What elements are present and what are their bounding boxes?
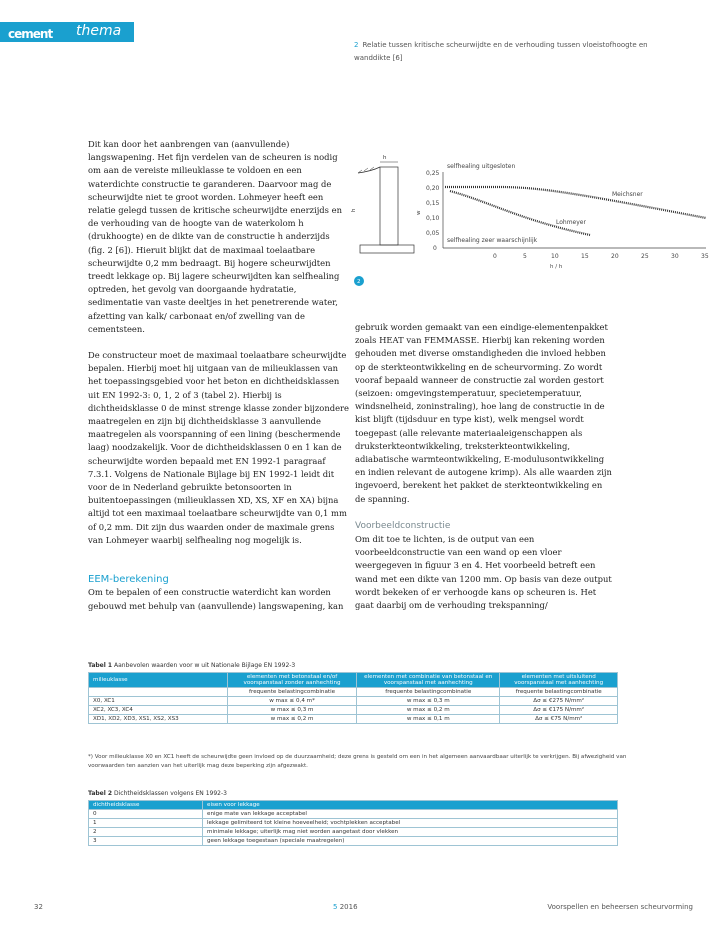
table1-cell: XD1, XD2, XD3, XS1, XS2, XS3 [89, 715, 228, 724]
table1-subheader-row [89, 688, 618, 697]
table1-cell: Δσ ≤ €175 N/mm² [500, 706, 618, 715]
table1-cell: w max ≤ 0,3 m [228, 706, 357, 715]
table-row [89, 706, 618, 715]
table1-note: *) Voor milieuklasse X0 en XC1 heeft de scheurwijdte geen invloed op de duurzaamheid; deze grens is gesteld om een in het algemeen aanvaardbaar uiterlijk te verkrijgen. Bij afwezigheid van voorwaarden ten aanzien van het uiterlijk mag deze beperking zijn afgezwakt. [88, 754, 627, 769]
table1-cell: w max ≤ 0,3 m [357, 697, 500, 706]
figure-caption [354, 39, 654, 65]
table1-label: Tabel 1 [88, 662, 113, 669]
figure-number: 2 [354, 41, 359, 49]
x-tick: 25 [641, 253, 649, 260]
y-tick: 0,25 [426, 170, 440, 177]
footer-title: Voorspellen en beheersen scheurvorming [547, 903, 693, 911]
x-tick: 20 [611, 253, 619, 260]
table1-cell: XC2, XC3, XC4 [89, 706, 228, 715]
table1-cell [89, 688, 228, 697]
table1-header: elementen met combinatie van betonstaal en voorspanstaal met aanhechting [357, 673, 500, 688]
x-ticks [493, 253, 709, 260]
left-paragraph-1: Dit kan door het aanbrengen van (aanvullende) langswapening. Het fijn verdelen van de scheuren is nodig om aan de vereiste milieuklasse te voldoen en een waterdichte constructie te garanderen. Daarvoor mag de scheurwijdte niet te groot worden. Lohmeyer heeft een relatie gelegd tussen de kritische scheurwijdte enerzijds en de verhouding van de hoogte van de waterkolom h (drukhoogte) en de dikte van de constructie h anderzijds (fig. 2 [6]). Hieruit blijkt dat de maximaal toelaatbare scheurwijdte 0,2 mm bedraagt. Bij hogere scheurwijdten treedt lekkage op. Bij lagere scheurwijdten kan selfhealing optreden, het gevolg van doorgaande hydratatie, sedimentatie van vaste deeltjes in het penetrerende water, afzetting van kalk/ carbonaat en/of zwelling van de cementsteen. [88, 139, 342, 334]
table2-cell: geen lekkage toegestaan (speciale maatregelen) [203, 837, 618, 846]
table2-cell: 2 [89, 828, 203, 837]
table-row [89, 837, 618, 846]
table1-header-row [89, 673, 618, 688]
x-axis-label: h / h [550, 264, 563, 270]
table1-cell: frequente belastingcombinatie [228, 688, 357, 697]
right-column [355, 321, 615, 612]
x-tick: 15 [581, 253, 589, 260]
logo-word: thema [76, 23, 122, 39]
y-ticks [426, 170, 440, 252]
page-number: 32 [34, 903, 43, 911]
x-tick: 5 [523, 253, 527, 260]
table2-cell: 1 [89, 819, 203, 828]
table1-cell: w max ≤ 0,4 m* [228, 697, 357, 706]
logo-mark: cement [8, 27, 53, 41]
right-paragraph-1: gebruik worden gemaakt van een eindige-elementenpakket zoals HEAT van FEMMASSE. Hierbij kan rekening worden gehouden met diverse omstandigheden die invloed hebben op de sterkteontwikkeling en de scheurvorming. Zo wordt vooraf bepaald wanneer de constructie zal worden gestort (seizoen: omgevingstemperatuur, specietemperatuur, windsnelheid, zoninstraling), hoe lang de constructie in de kist blijft (tijdsduur en type kist), welk mengsel wordt toegepast (alle relevante materiaaleigenschappen als druksterkteontwikkeling, treksterkteontwikkeling, adiabatische warmteontwikkeling, E-modulusontwikkeling en indien relevant de autogene krimp). Als alle waarden zijn ingevoerd, berekent het pakket de sterkteontwikkeling en de spanning. [355, 322, 612, 504]
table-row [89, 819, 618, 828]
table1-caption-text: Aanbevolen waarden voor w uit Nationale Bijlage EN 1992-3 [113, 662, 296, 669]
table1-cell: w max ≤ 0,2 m [357, 706, 500, 715]
x-tick: 30 [671, 253, 679, 260]
table2-cell: 0 [89, 810, 203, 819]
figure-caption-text: Relatie tussen kritische scheurwijdte en de verhouding tussen vloeistofhoogte en wanddikte [6] [354, 41, 648, 62]
table1-cell: Δσ ≤ €275 N/mm² [500, 697, 618, 706]
left-column [88, 138, 349, 613]
table1-header: elementen met uitsluitend voorspanstaal met aanhechting [500, 673, 618, 688]
table2-header: dichtheidsklasse [89, 801, 203, 810]
label-meichsner: Meichsner [612, 191, 643, 198]
table2 [88, 800, 618, 846]
table1-caption [88, 662, 295, 669]
y-tick: 0,10 [426, 215, 440, 222]
y-tick: 0,20 [426, 185, 440, 192]
section-heading-eem: EEM-berekening [88, 574, 169, 586]
table2-cell: minimale lekkage; uiterlijk mag niet worden aangetast door vlekken [203, 828, 618, 837]
table2-cell: 3 [89, 837, 203, 846]
figure-2-graphic [350, 150, 709, 290]
table1-header: milieuklasse [89, 673, 228, 688]
hw-label: h [383, 155, 387, 161]
label-top: selfhealing uitgesloten [447, 163, 516, 170]
table2-caption [88, 790, 227, 797]
x-tick: 0 [493, 253, 497, 260]
table2-header: eisen voor lekkage [203, 801, 618, 810]
table1-cell: w max ≤ 0,1 m [357, 715, 500, 724]
table1-cell: frequente belastingcombinatie [500, 688, 618, 697]
y-tick: 0,15 [426, 200, 440, 207]
table-row [89, 810, 618, 819]
table1-cell: frequente belastingcombinatie [357, 688, 500, 697]
label-lohmeyer: Lohmeyer [556, 219, 586, 226]
y-axis-label: w [416, 210, 422, 215]
table2-cell: lekkage gelimiteerd tot kleine hoeveelheid; vochtplekken acceptabel [203, 819, 618, 828]
table1-cell: X0, XC1 [89, 697, 228, 706]
figure-badge-number: 2 [357, 279, 361, 285]
issue-label [333, 903, 358, 911]
issue-year: 2016 [339, 903, 358, 911]
table2-caption-text: Dichtheidsklassen volgens EN 1992-3 [113, 790, 227, 797]
table-row [89, 828, 618, 837]
section-subheading-voorbeeld: Voorbeeldconstructie [355, 520, 451, 531]
table-row [89, 697, 618, 706]
y-tick: 0,05 [426, 230, 440, 237]
y-tick: 0 [433, 245, 437, 252]
issue-number: 5 [333, 903, 338, 911]
label-bottom: selfhealing zeer waarschijnlijk [447, 237, 538, 244]
cement-logo [0, 22, 134, 42]
table1-cell: Δσ ≤ €75 N/mm² [500, 715, 618, 724]
table1-cell: w max ≤ 0,2 m [228, 715, 357, 724]
wall-sketch [351, 155, 414, 253]
hd-label: h [351, 208, 357, 212]
table2-cell: enige mate van lekkage acceptabel [203, 810, 618, 819]
table-row [89, 715, 618, 724]
lohmeyer-curve [450, 191, 590, 235]
x-tick: 10 [551, 253, 559, 260]
x-tick: 35 [701, 253, 709, 260]
table2-header-row [89, 801, 618, 810]
table1 [88, 672, 618, 724]
left-paragraph-3: Om te bepalen of een constructie waterdicht kan worden gebouwd met behulp van (aanvullende) langswapening, kan [88, 587, 344, 611]
right-paragraph-2: Om dit toe te lichten, is de output van een voorbeeldconstructie van een wand op een vloer weergegeven in figuur 3 en 4. Het voorbeeld betreft een wand met een dikte van 1200 mm. Op basis van deze output wordt bekeken of er verhoogde kans op scheuren is. Het gaat daarbij om de verhouding trekspanning/ [355, 534, 612, 611]
table2-label: Tabel 2 [88, 790, 113, 797]
left-paragraph-2: De constructeur moet de maximaal toelaatbare scheurwijdte bepalen. Hierbij moet hij uitgaan van de milieuklassen van het toepassingsgebied voor het beton en dichtheidsklassen uit EN 1992-3: 0, 1, 2 of 3 (tabel 2). Hierbij is dichtheidsklasse 0 de minst strenge klasse zonder bijzondere maatregelen en zijn bij dichtheidsklasse 3 aanvullende maatregelen als voorspanning of een lining (beschermende laag) noodzakelijk. Voor de dichtheidsklassen 0 en 1 kan de scheurwijdte worden bepaald met EN 1992-1 paragraaf 7.3.1. Volgens de Nationale Bijlage bij EN 1992-1 leidt dit voor de in Nederland gebruikte betonsoorten in buitentoepassingen (milieuklassen XD, XS, XF en XA) bijna altijd tot een maximaal toelaatbare scheurwijdte van 0,1 mm of 0,2 mm. Dit zijn dus waarden onder de maximale grens van Lohmeyer waarbij selfhealing nog mogelijk is. [88, 350, 349, 545]
table1-header: elementen met betonstaal en/of voorspanstaal zonder aanhechting [228, 673, 357, 688]
